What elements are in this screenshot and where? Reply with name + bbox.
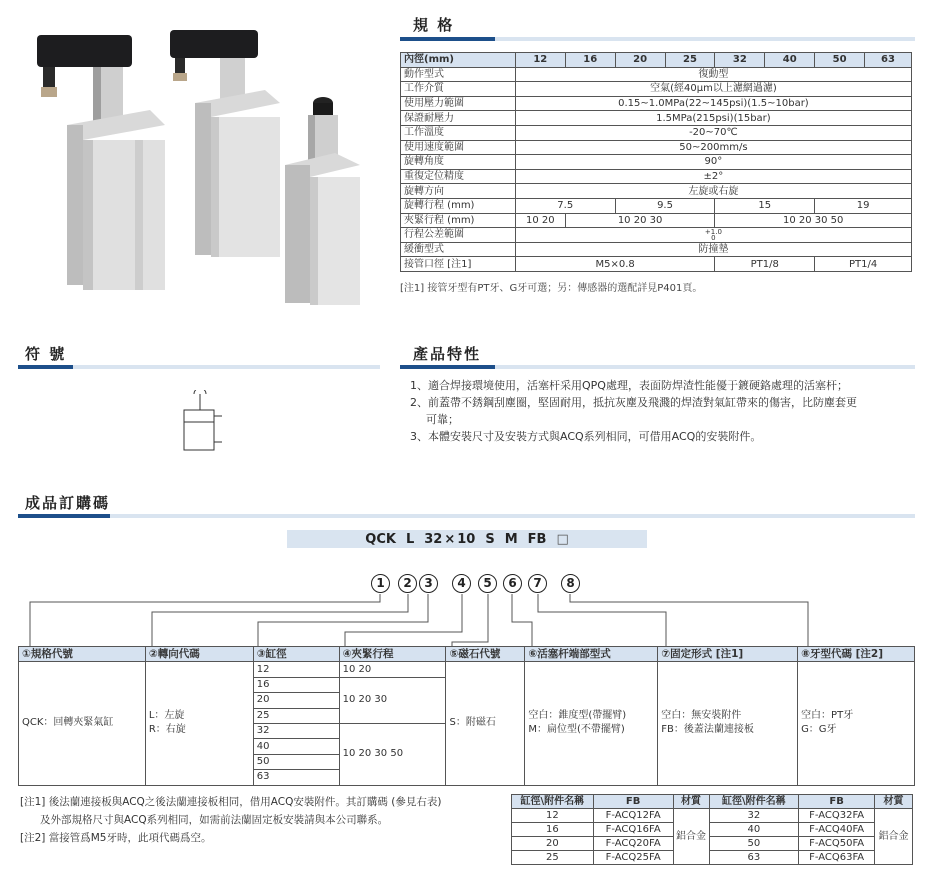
table-cell: 32 [709, 809, 799, 823]
table-cell: 1.5MPa(215psi)(15bar) [515, 111, 911, 126]
accessory-row [512, 837, 913, 851]
table-cell: 材質 [875, 795, 913, 809]
order-circle-2: 2 [398, 574, 417, 593]
table-cell: F-ACQ25FA [593, 851, 673, 865]
accessory-header-row [512, 795, 913, 809]
code-part: □ [556, 531, 569, 547]
order-circle-5: 5 [478, 574, 497, 593]
table-cell: 12 [512, 809, 594, 823]
bore-cell: 12 [253, 662, 339, 677]
table-cell: 缸徑\附件名稱 [512, 795, 594, 809]
table-cell: 9.5 [615, 198, 715, 213]
spec-header-cell: 12 [515, 53, 565, 68]
features-section-title: 產品特性 [413, 345, 482, 363]
accessory-row [512, 823, 913, 837]
table-cell: ⑥活塞杆端部型式 [525, 647, 658, 662]
order-circle-4: 4 [452, 574, 471, 593]
order-circle-3: 3 [419, 574, 438, 593]
table-cell: ⑧牙型代碼 [注2] [798, 647, 915, 662]
table-cell: 復動型 [515, 67, 911, 82]
bore-cell: 25 [253, 708, 339, 723]
table-cell: 旋轉行程 (mm) [401, 198, 516, 213]
code-part: 10 [457, 531, 476, 547]
table-cell: ③缸徑 [253, 647, 339, 662]
accessory-row [512, 809, 913, 823]
table-cell: ②轉向代碼 [145, 647, 253, 662]
table-cell: F-ACQ12FA [593, 809, 673, 823]
table-cell: 90° [515, 155, 911, 170]
mount-cell: 空白：無安裝附件 FB：後蓋法蘭連接板 [658, 662, 798, 785]
stroke-cell: 10 20 30 50 [339, 723, 446, 785]
table-cell: M5×0.8 [515, 257, 715, 272]
code-part: L [405, 531, 415, 547]
accessory-table [511, 794, 913, 865]
note-line: [注2] 當接管爲M5牙時，此項代碼爲空。 [20, 832, 212, 844]
table-cell: 10 20 [515, 213, 565, 228]
magnet-cell: S：附磁石 [446, 662, 525, 785]
table-cell: 7.5 [515, 198, 615, 213]
table-cell: F-ACQ32FA [799, 809, 875, 823]
table-cell: 旋轉角度 [401, 155, 516, 170]
order-circle-8: 8 [561, 574, 580, 593]
spec-header-cell: 16 [565, 53, 615, 68]
table-cell: F-ACQ20FA [593, 837, 673, 851]
order-section-title: 成品訂購碼 [25, 494, 111, 512]
thread-cell: 空白：PT牙 G：G牙 [798, 662, 915, 785]
feature-item: 1、適合焊接環境使用，活塞杆采用QPQ處理，表面防焊渣性能優于鍍硬鉻處理的活塞杆； [410, 379, 848, 392]
order-circle-6: 6 [503, 574, 522, 593]
table-cell: 16 [512, 823, 594, 837]
table-cell: F-ACQ63FA [799, 851, 875, 865]
rod-end-cell: 空白：錐度型(帶擺臂) M：扁位型(不帶擺臂) [525, 662, 658, 785]
table-cell: ⑦固定形式 [注1] [658, 647, 798, 662]
material-cell: 鋁合金 [875, 809, 913, 865]
table-cell: FB [593, 795, 673, 809]
note-line: 及外部規格尺寸與ACQ系列相同，如需前法蘭固定板安裝請與本公司聯系。 [40, 814, 389, 826]
table-cell: ⑤磁石代號 [446, 647, 525, 662]
code-part: QCK [365, 531, 396, 547]
table-cell: 工作溫度 [401, 125, 516, 140]
table-cell: 40 [709, 823, 799, 837]
table-cell: 使用壓力範圍 [401, 96, 516, 111]
table-cell: 使用速度範圍 [401, 140, 516, 155]
table-cell: 25 [512, 851, 594, 865]
material-cell: 鋁合金 [673, 809, 709, 865]
table-cell: 材質 [673, 795, 709, 809]
table-cell: 0.15~1.0MPa(22~145psi)(1.5~10bar) [515, 96, 911, 111]
table-cell: ±2° [515, 169, 911, 184]
spec-header-cell: 20 [615, 53, 665, 68]
table-cell: F-ACQ50FA [799, 837, 875, 851]
spec-section-title: 規 格 [413, 16, 455, 34]
table-cell: 工作介質 [401, 82, 516, 97]
code-part: FB [527, 531, 547, 547]
table-cell: 10 20 30 50 [715, 213, 912, 228]
bore-cell: 40 [253, 739, 339, 754]
feature-item: 3、本體安裝尺寸及安裝方式與ACQ系列相同，可借用ACQ的安裝附件。 [410, 430, 762, 443]
code-part: × [444, 531, 456, 547]
table-cell: 夾緊行程 (mm) [401, 213, 516, 228]
table-cell: PT1/8 [715, 257, 815, 272]
spec-header-cell: 50 [815, 53, 865, 68]
table-cell: 15 [715, 198, 815, 213]
table-cell: 50 [709, 837, 799, 851]
table-cell: ①規格代號 [19, 647, 146, 662]
order-header-row [19, 647, 915, 662]
table-row [19, 662, 915, 677]
table-cell: F-ACQ16FA [593, 823, 673, 837]
feature-item: 2、前蓋帶不銹鋼刮塵圈，堅固耐用，抵抗灰塵及飛濺的焊渣對氣缸帶來的傷害，比防塵套更 [410, 396, 857, 409]
table-cell: 重復定位精度 [401, 169, 516, 184]
stroke-cell: 10 20 [339, 662, 446, 677]
table-cell: 10 20 30 [565, 213, 715, 228]
table-cell: 63 [709, 851, 799, 865]
code-part: 32 [424, 531, 443, 547]
table-cell: 缸徑\附件名稱 [709, 795, 799, 809]
table-cell: FB [799, 795, 875, 809]
order-notes [20, 793, 510, 847]
table-cell: +1.0 0 [515, 228, 911, 243]
table-cell: 旋轉方向 [401, 184, 516, 199]
spec-header-cell: 25 [665, 53, 715, 68]
spec-note: [注1] 接管牙型有PT牙、G牙可選；另：傳感器的選配詳見P401頁。 [400, 283, 703, 294]
spec-code-cell: QCK：回轉夾緊氣缸 [19, 662, 146, 785]
table-cell: 防撞墊 [515, 242, 911, 257]
table-cell: 行程公差範圍 [401, 228, 516, 243]
bore-cell: 20 [253, 693, 339, 708]
spec-header-cell: 內徑(mm) [401, 53, 516, 68]
code-part: S [485, 531, 495, 547]
spec-header-cell: 40 [765, 53, 815, 68]
spec-header-cell: 32 [715, 53, 765, 68]
bore-cell: 32 [253, 723, 339, 738]
table-cell: 19 [815, 198, 912, 213]
table-cell: 20 [512, 837, 594, 851]
feature-item: 可靠； [426, 413, 459, 426]
bore-cell: 50 [253, 754, 339, 769]
order-table [18, 646, 915, 786]
code-part: M [504, 531, 518, 547]
table-cell: 50~200mm/s [515, 140, 911, 155]
table-cell: -20~70℃ [515, 125, 911, 140]
table-cell: F-ACQ40FA [799, 823, 875, 837]
bore-cell: 16 [253, 677, 339, 692]
note-line: [注1] 後法蘭連接板與ACQ之後法蘭連接板相同，借用ACQ安裝附件。其訂購碼 (參見右表) [20, 796, 442, 808]
table-cell: 動作型式 [401, 67, 516, 82]
order-circle-7: 7 [528, 574, 547, 593]
table-cell: PT1/4 [815, 257, 912, 272]
accessory-row [512, 851, 913, 865]
table-cell: 空氣(經40μm以上濾網過濾) [515, 82, 911, 97]
spec-header-cell: 63 [865, 53, 912, 68]
table-cell: 緩衝型式 [401, 242, 516, 257]
table-cell: 左旋或右旋 [515, 184, 911, 199]
table-cell: 接管口徑 [注1] [401, 257, 516, 272]
stroke-cell: 10 20 30 [339, 677, 446, 723]
bore-cell: 63 [253, 770, 339, 785]
table-cell: 保證耐壓力 [401, 111, 516, 126]
table-cell: ④夾緊行程 [339, 647, 446, 662]
direction-cell: L：左旋 R：右旋 [145, 662, 253, 785]
order-circle-1: 1 [371, 574, 390, 593]
symbol-section-title: 符 號 [25, 345, 67, 363]
